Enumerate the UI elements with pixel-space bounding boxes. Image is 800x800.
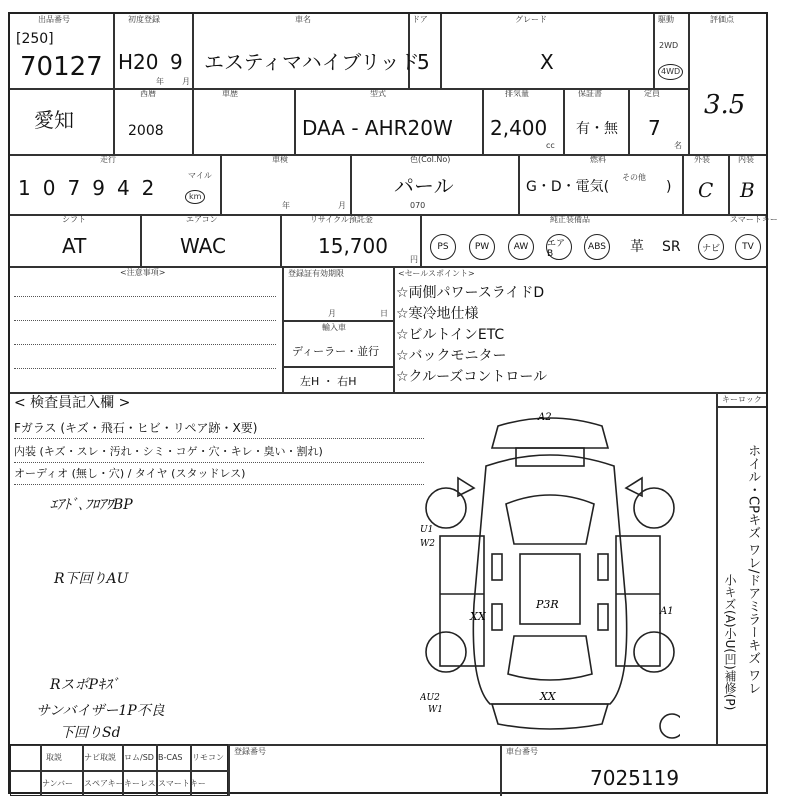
caution-line: [14, 344, 276, 345]
col-divider: [482, 88, 484, 154]
col-divider: [282, 266, 284, 392]
keylock-legend: ホイル・CPキズ ワレ/ドアミラーキズ ワレ: [745, 444, 761, 695]
col-divider: [420, 214, 422, 266]
mileage-digits: [18, 178, 154, 198]
first-reg-label: 初度登録: [128, 15, 160, 24]
cc-unit: cc: [546, 141, 555, 150]
keyfree-label: スマートキー: [730, 215, 778, 224]
fuel-close: ): [666, 179, 672, 195]
col-divider: [220, 154, 222, 214]
col-divider: [716, 392, 718, 744]
damage-mark: AU2: [420, 693, 440, 703]
caution-line: [14, 320, 276, 321]
model-label: 型式: [370, 89, 386, 98]
col-divider: [440, 14, 442, 88]
drive-2wd: 2WD: [659, 41, 679, 50]
col-divider: [350, 154, 352, 214]
inspector-rule: [14, 484, 424, 485]
equip-airbag: エアB: [546, 234, 572, 260]
reg-month: 9: [170, 50, 183, 74]
mileage-digit: 4: [116, 176, 130, 200]
shaken-label: 車検: [272, 155, 288, 164]
displacement-label: 排気量: [505, 89, 529, 98]
equip-navi: ナビ: [698, 234, 724, 260]
import-label: 輸入車: [322, 323, 346, 332]
accessory-item: B-CAS: [158, 753, 183, 762]
rear-bumper: [492, 704, 608, 729]
inspector-line: 内装 (キズ・スレ・汚れ・シミ・コゲ・穴・キレ・臭い・割れ): [14, 445, 323, 458]
equip-ps: PS: [430, 234, 456, 260]
equip-aw: AW: [508, 234, 534, 260]
sales-point: ☆ビルトインETC: [396, 327, 505, 343]
damage-mark: W2: [420, 539, 435, 549]
windshield: [506, 495, 594, 544]
col-divider: [393, 266, 395, 392]
col-divider: [122, 744, 124, 796]
damage-mark: P3R: [536, 598, 559, 611]
right-side-panel: [616, 536, 660, 666]
inspector-line: オーディオ (無し・穴) / タイヤ (スタッドレス): [14, 467, 246, 480]
yen-unit: 円: [410, 255, 418, 264]
damage-mark: A2: [538, 412, 552, 423]
sales-point: ☆両側パワースライドD: [396, 285, 545, 301]
score-label: 評価点: [710, 15, 734, 24]
accessory-item: ナビ取説: [84, 753, 116, 762]
chassis-label: 車台番号: [506, 747, 538, 756]
mileage-digit: 7: [67, 176, 81, 200]
era-year: H20: [118, 50, 159, 74]
roof: [520, 554, 580, 624]
model-value: DAA - AHR20W: [302, 116, 453, 140]
color-no: 070: [410, 201, 426, 210]
row-divider: [282, 366, 393, 368]
recycle-label: リサイクル預託金: [310, 215, 373, 224]
grade-value: X: [540, 50, 554, 74]
expiry-day: 日: [380, 309, 388, 318]
sales-point: ☆寒冷地仕様: [396, 306, 479, 322]
reg-no-label: 登録番号: [234, 747, 266, 756]
year-label: 西暦: [140, 89, 156, 98]
car-name: エスティマハイブリッド: [204, 50, 420, 74]
fuel-other: その他: [622, 173, 646, 182]
keylock-label: キーロック: [722, 395, 762, 404]
row-divider: [10, 214, 766, 216]
col-divider: [653, 14, 655, 88]
wheel-front-right: [634, 488, 674, 528]
damage-mark: A1: [660, 606, 674, 617]
nen-unit: 年: [156, 77, 164, 86]
steering-value: 左H ・ 右H: [300, 375, 357, 388]
accessory-item: スマートキー: [158, 779, 206, 788]
equip-abs: ABS: [584, 234, 610, 260]
mei-unit: 名: [674, 141, 682, 150]
inspector-rule: [14, 438, 424, 439]
mileage-digit: 0: [42, 176, 56, 200]
color-value: パール: [394, 174, 454, 198]
car-name-label: 車名: [295, 15, 311, 24]
col-divider: [140, 214, 142, 266]
tsuki-unit: 月: [182, 77, 190, 86]
col-divider: [156, 744, 158, 796]
damage-mark: W1: [428, 705, 443, 715]
accessory-item: リモコン: [192, 753, 224, 762]
damage-mark: XX: [540, 690, 556, 703]
inspector-line: Fガラス (キズ・飛石・ヒビ・リペア跡・X要): [14, 421, 258, 435]
equip-pw: PW: [469, 234, 495, 260]
col-divider: [192, 14, 194, 88]
car-damage-diagram: [420, 404, 680, 740]
col-divider: [113, 14, 115, 154]
capacity-label: 定員: [644, 89, 660, 98]
lot-label: 出品番号: [38, 15, 70, 24]
drive-label: 駆動: [658, 15, 674, 24]
warranty-value: 有・無: [576, 121, 618, 137]
mile-unit: マイル: [188, 171, 212, 180]
mileage-digit: 1: [18, 176, 31, 200]
col-divider: [518, 154, 520, 214]
warranty-label: 保証書: [578, 89, 602, 98]
col-divider: [40, 744, 42, 796]
accessory-item: キーレス: [124, 779, 156, 788]
inspector-rule: [14, 462, 424, 463]
shaken-tsuki: 月: [338, 201, 346, 210]
col-divider: [82, 744, 84, 796]
caution-line: [14, 368, 276, 369]
accessory-item: ナンバー: [42, 779, 74, 788]
lot-number: 70127: [20, 52, 103, 82]
sales-point: ☆クルーズコントロール: [396, 369, 548, 385]
col-divider: [688, 14, 690, 154]
col-divider: [682, 154, 684, 214]
damage-mark: U1: [420, 525, 434, 535]
interior-label: 内装: [738, 155, 754, 164]
shift-value: AT: [62, 234, 87, 258]
inspection-label: 車歴: [222, 89, 238, 98]
row-divider: [10, 392, 766, 394]
col-divider: [563, 88, 565, 154]
handwritten-note: 下回りSd: [60, 725, 121, 741]
accessory-item: 取説: [46, 753, 62, 762]
handwritten-note: ｴｱﾄﾞ､ﾌﾛｱﾜBP: [50, 497, 133, 513]
shift-label: シフト: [62, 215, 86, 224]
keylock-legend: 小キズ(A)小U(凹)補修(P): [723, 574, 737, 711]
interior-grade: B: [740, 178, 755, 202]
chassis-number: 7025119: [590, 766, 680, 790]
equip-sr: SR: [662, 239, 681, 255]
region: 愛知: [34, 108, 74, 132]
color-label: 色(Col.No): [410, 155, 451, 164]
equip-tv: TV: [735, 234, 761, 260]
capacity-value: 7: [648, 116, 661, 140]
km-unit: km: [185, 190, 205, 204]
exterior-label: 外装: [694, 155, 710, 164]
handwritten-note: サンバイザー1P不良: [36, 703, 165, 719]
col-divider: [190, 744, 192, 796]
col-divider: [228, 744, 230, 796]
handwritten-note: R下回りAU: [54, 571, 129, 587]
mileage-digit: 9: [92, 176, 105, 200]
score-value: 3.5: [704, 90, 746, 120]
accessory-item: ロム/SD: [124, 753, 154, 762]
expiry-month: 月: [328, 309, 336, 318]
fuel-value: G・D・電気(: [526, 179, 610, 195]
rear-window: [508, 636, 592, 680]
exterior-grade: C: [698, 178, 714, 202]
drive-4wd: 4WD: [658, 64, 683, 80]
col-divider: [280, 214, 282, 266]
door-count: 5: [417, 50, 430, 74]
caution-line: [14, 296, 276, 297]
lot-prefix: [250]: [16, 31, 54, 47]
wheel-front-left: [426, 488, 466, 528]
displacement-value: 2,400: [490, 116, 548, 140]
equipment-label: 純正装備品: [550, 215, 590, 224]
year-value: 2008: [128, 123, 164, 139]
row-divider: [10, 154, 766, 156]
col-divider: [192, 88, 194, 154]
inspector-title: < 検査員記入欄 >: [14, 395, 131, 411]
col-divider: [628, 88, 630, 154]
aircon-label: エアコン: [186, 215, 218, 224]
sales-point: ☆バックモニター: [396, 348, 507, 364]
row-divider: [10, 770, 228, 772]
mileage-digit: 2: [141, 176, 155, 200]
col-divider: [294, 88, 296, 154]
handwritten-note: RスポPｷｽﾞ: [50, 677, 119, 693]
col-divider: [500, 744, 502, 796]
row-divider: [716, 406, 766, 408]
equip-leather: 革: [630, 239, 644, 255]
left-side-panel: [440, 536, 484, 666]
caution-label: <注意事項>: [120, 268, 166, 277]
aircon-value: WAC: [180, 234, 226, 258]
mileage-label: 走行: [100, 155, 116, 164]
transfer-label: 登録証有効期限: [288, 269, 344, 278]
shaken-nen: 年: [282, 201, 290, 210]
accessory-item: スペアキー: [84, 779, 124, 788]
col-divider: [728, 154, 730, 214]
auction-sheet: [8, 12, 778, 794]
recycle-value: 15,700: [318, 234, 388, 258]
sales-label: <セールスポイント>: [398, 269, 475, 278]
row-divider: [282, 320, 393, 322]
dealer-value: ディーラー・並行: [292, 345, 380, 358]
fuel-label: 燃料: [590, 155, 606, 164]
grade-label: グレード: [515, 15, 547, 24]
door-label: ドア: [412, 15, 428, 24]
spare-tire: [660, 714, 680, 738]
damage-mark: XX: [470, 610, 486, 623]
